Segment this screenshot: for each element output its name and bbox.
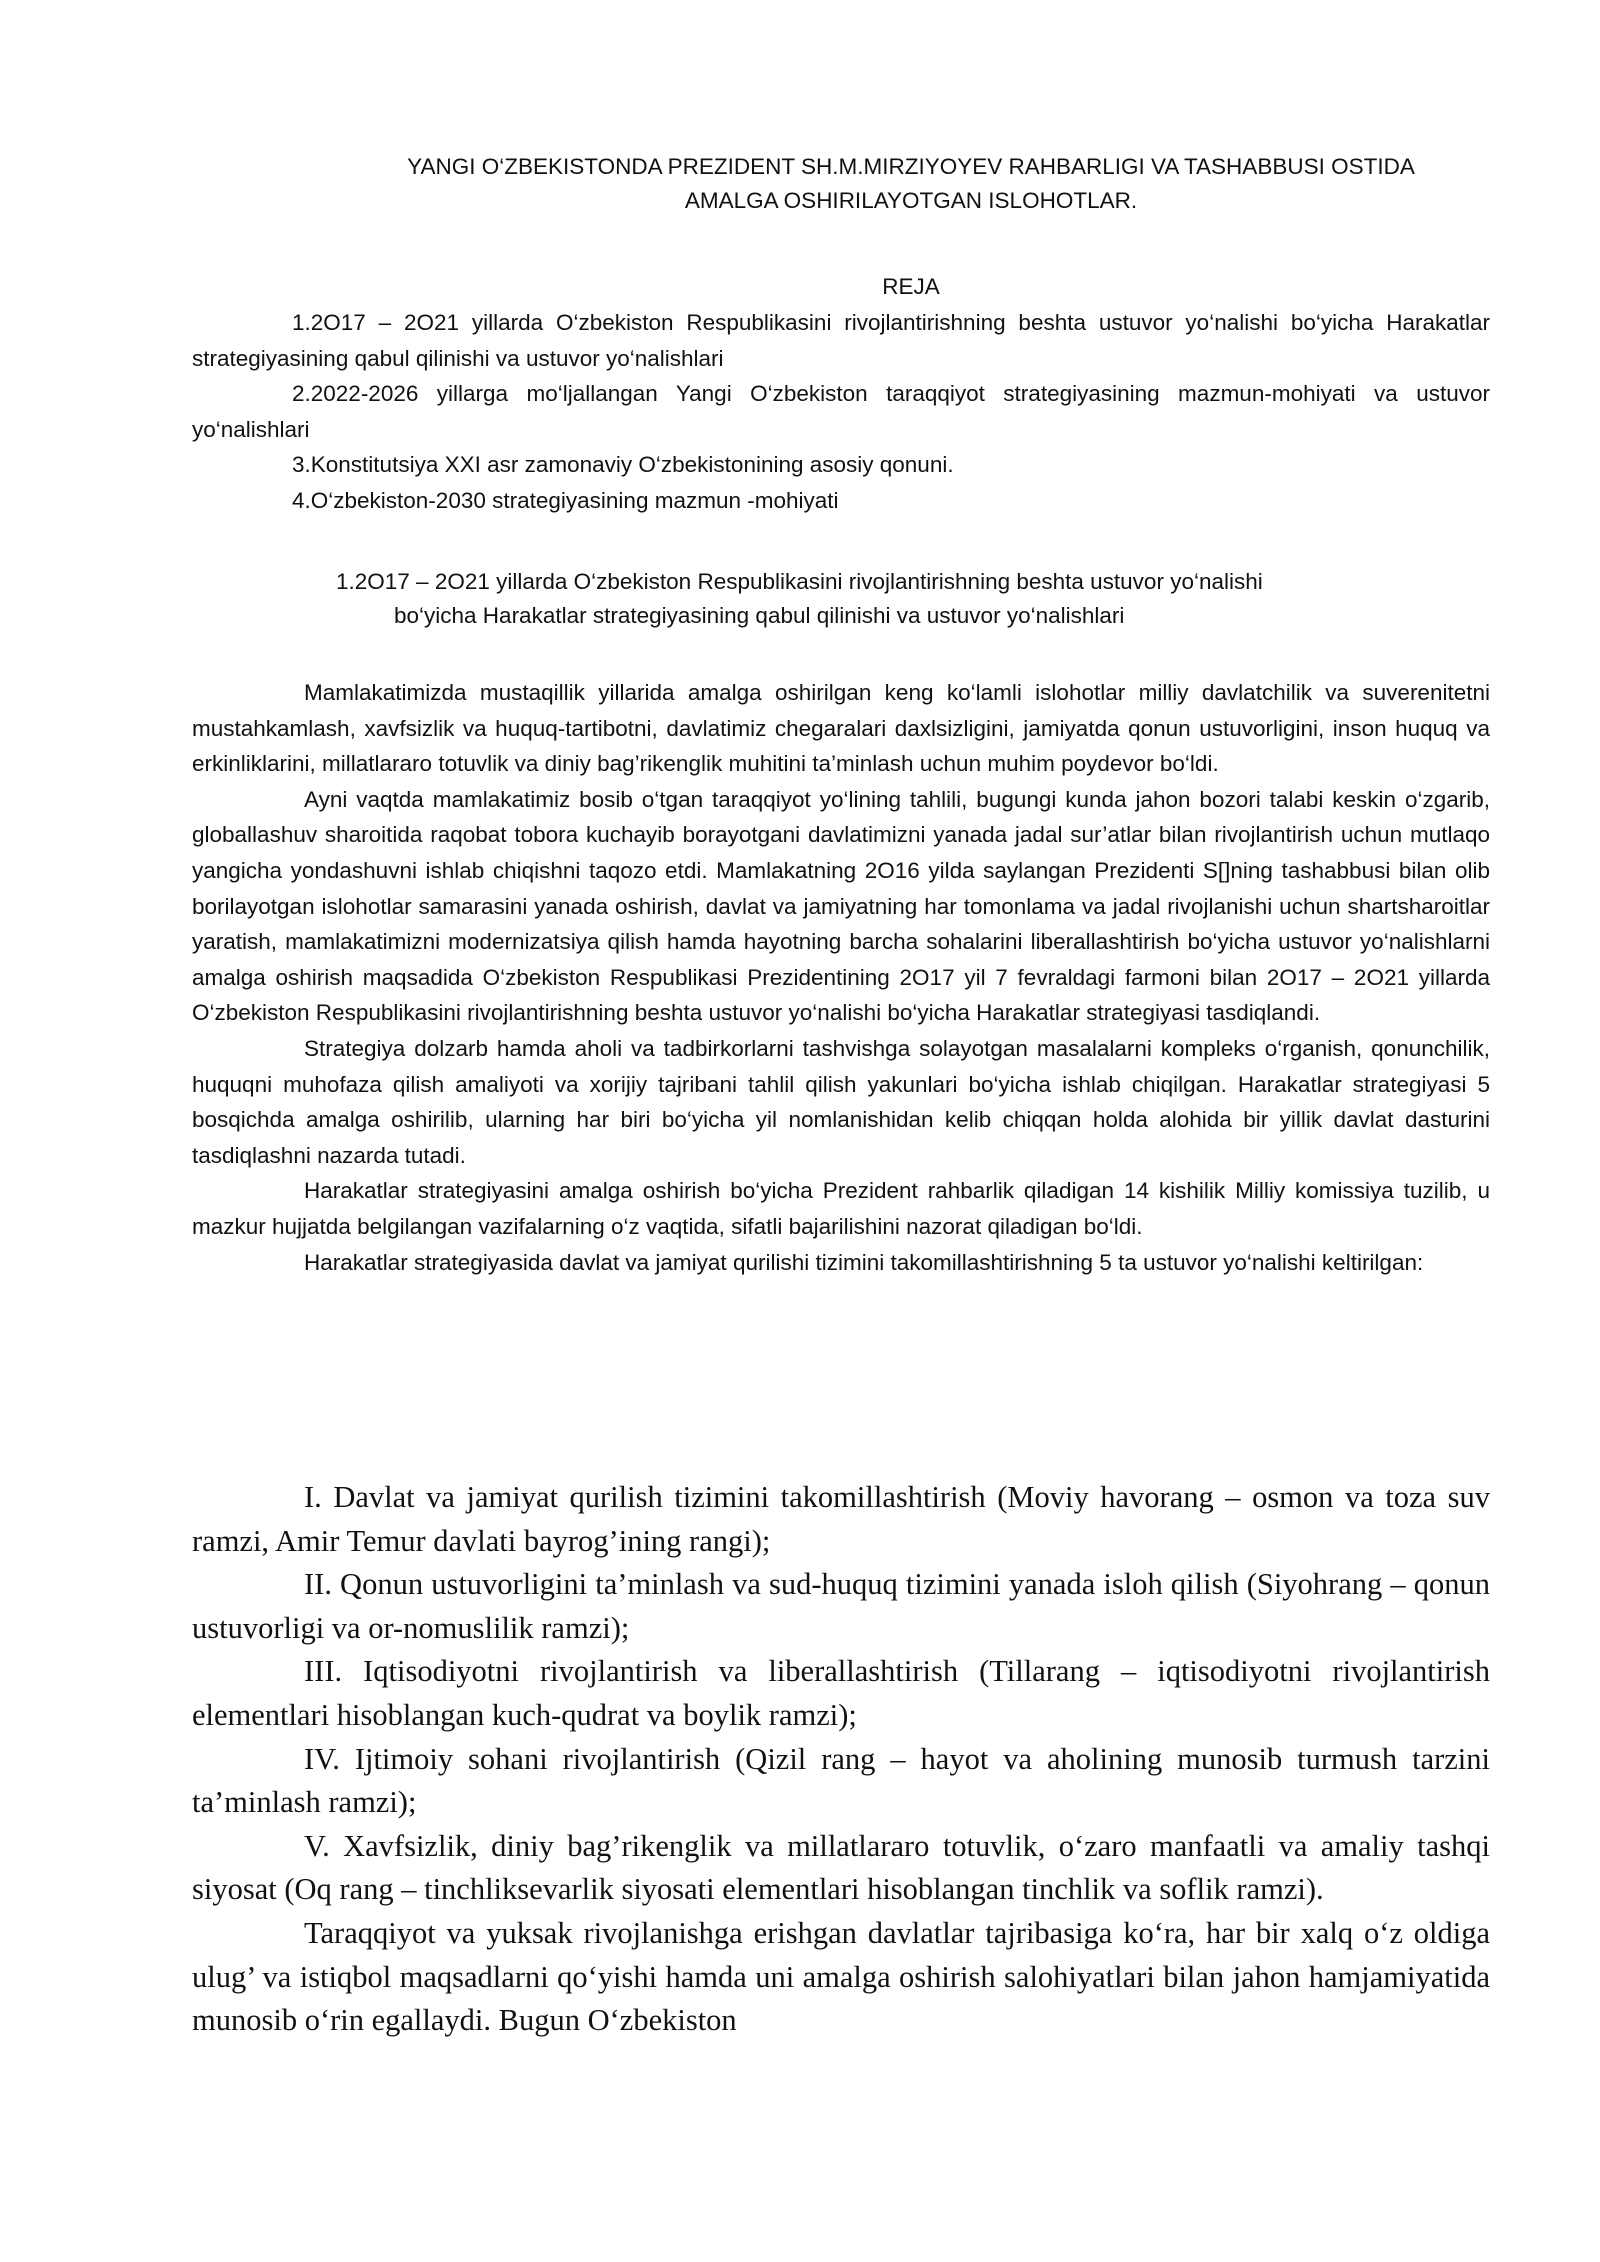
paragraph: Taraqqiyot va yuksak rivojlanishga erishgan davlatlar tajribasiga ko‘ra, har bir xalq o‘z oldiga ulug’ va istiqbol maqsadlarni qo‘yishi hamda uni amalga oshirish salohiyatlari bilan jahon hamjamiyatida munosib o‘rin egallaydi. Bugun O‘zbekiston xyxy=(192,1915,1490,2038)
paragraph: Harakatlar strategiyasini amalga oshirish bo‘yicha Prezident rahbarlik qiladigan 14 kishilik Milliy komissiya tuzilib, u mazkur hujjatda belgilangan vazifalarning o‘z vaqtida, sifatli bajarilishini nazorat qiladigan bo‘ldi. xyxy=(192,1178,1490,1239)
section-heading-line: 1.2O17 – 2O21 yillarda O‘zbekiston Respublikasini rivojlantirishning beshta ustuvor yo‘nalishi xyxy=(336,569,1263,594)
plan-list xyxy=(192,305,1490,518)
plan-heading: REJA xyxy=(882,274,940,299)
title-line: YANGI O‘ZBEKISTONDA PREZIDENT SH.M.MIRZIYOYEV RAHBARLIGI VA TASHABBUSI OSTIDA xyxy=(407,154,1415,179)
priority-item: II. Qonun ustuvorligini ta’minlash va sud-huquq tizimini yanada isloh qilish (Siyohrang – qonun ustuvorligi va or-nomuslilik ramzi); xyxy=(192,1567,1490,1645)
paragraph: Harakatlar strategiyasida davlat va jamiyat qurilishi tizimini takomillashtirishning 5 ta ustuvor yo‘nalishi keltirilgan: xyxy=(304,1249,1424,1275)
plan-item: 2.2022-2026 yillarga mo‘ljallangan Yangi O‘zbekiston taraqqiyot strategiyasining mazmun-mohiyati va ustuvor yo‘nalishlari xyxy=(192,381,1490,442)
plan-item: 3.Konstitutsiya XXI asr zamonaviy O‘zbekistonining asosiy qonuni. xyxy=(292,452,954,477)
paragraph: Strategiya dolzarb hamda aholi va tadbirkorlarni tashvishga solayotgan masalalarni kompleks o‘rganish, qonunchilik, huquqni muhofaza qilish amaliyoti va xorijiy tajribani tahlil qilish yakunlari bo‘yicha ishlab chiqilgan. Harakatlar strategiyasi 5 bosqichda amalga oshirilib, ularning har biri bo‘yicha yil nomlanishidan kelib chiqqan holda alohida bir yillik davlat dasturini tasdiqlashni nazarda tutadi. xyxy=(192,1035,1490,1168)
body-text-sans xyxy=(192,675,1490,1280)
section-heading-line: bo‘yicha Harakatlar strategiyasining qabul qilinishi va ustuvor yo‘nalishlari xyxy=(394,603,1125,628)
section-heading xyxy=(192,565,1490,633)
body-text-serif xyxy=(192,1476,1490,2043)
title-line: AMALGA OSHIRILAYOTGAN ISLOHOTLAR. xyxy=(684,188,1138,213)
paragraph: Mamlakatimizda mustaqillik yillarida amalga oshirilgan keng ko‘lamli islohotlar milliy davlatchilik va suverenitetni mustahkamlash, xavfsizlik va huquq-tartibotni, davlatimiz chegaralari daxlsizligini, jamiyatda qonun ustuvorligini, inson huquq va erkinliklarini, millatlararo totuvlik va diniy bag’rikenglik muhitini ta’minlash uchun muhim poydevor bo‘ldi. xyxy=(192,680,1490,777)
priority-item: I. Davlat va jamiyat qurilish tizimini takomillashtirish (Moviy havorang – osmon va toza suv ramzi, Amir Temur davlati bayrog’ining rangi); xyxy=(192,1480,1490,1558)
priority-item: V. Xavfsizlik, diniy bag’rikenglik va millatlararo totuvlik, o‘zaro manfaatli va amaliy tashqi siyosat (Oq rang – tinchliksevarlik siyosati elementlari hisoblangan tinchlik va soflik ramzi). xyxy=(192,1828,1490,1907)
priority-item: IV. Ijtimoiy sohani rivojlantirish (Qizil rang – hayot va aholining munosib turmush tarzini ta’minlash ramzi); xyxy=(192,1741,1490,1820)
plan-item: 1.2O17 – 2O21 yillarda O‘zbekiston Respublikasini rivojlantirishning beshta ustuvor yo‘nalishi bo‘yicha Harakatlar strategiyasining qabul qilinishi va ustuvor yo‘nalishlari xyxy=(192,310,1490,371)
plan-item: 4.O‘zbekiston-2030 strategiyasining mazmun -mohiyati xyxy=(292,487,839,513)
document-title xyxy=(192,150,1490,218)
paragraph: Ayni vaqtda mamlakatimiz bosib o‘tgan taraqqiyot yo‘lining tahlili, bugungi kunda jahon bozori talabi keskin o‘zgarib, globallashuv sharoitida raqobat tobora kuchayib borayotgani davlatimizni yanada jadal sur’atlar bilan rivojlantirish uchun mutlaqo yangicha yondashuvni ishlab chiqishni taqozo etdi. Mamlakatning 2O16 yilda saylangan Prezidenti S[]ning tashabbusi bilan olib borilayotgan islohotlar samarasini yanada oshirish, davlat va jamiyatning har tomonlama va jadal rivojlanishi uchun shartsharoitlar yaratish, mamlakatimizni modernizatsiya qilish hamda hayotning barcha sohalarini liberallashtirish bo‘yicha ustuvor yo‘nalishlarni amalga oshirish maqsadida O‘zbekiston Respublikasi Prezidentining 2O17 yil 7 fevraldagi farmoni bilan 2O17 – 2O21 yillarda O‘zbekiston Respublikasini rivojlantirishning beshta ustuvor yo‘nalishi bo‘yicha Harakatlar strategiyasi tasdiqlandi. xyxy=(192,786,1490,1026)
priority-item: III. Iqtisodiyotni rivojlantirish va liberallashtirish (Tillarang – iqtisodiyotni rivojlantirish elementlari hisoblangan kuch-qudrat va boylik ramzi); xyxy=(192,1654,1490,1732)
